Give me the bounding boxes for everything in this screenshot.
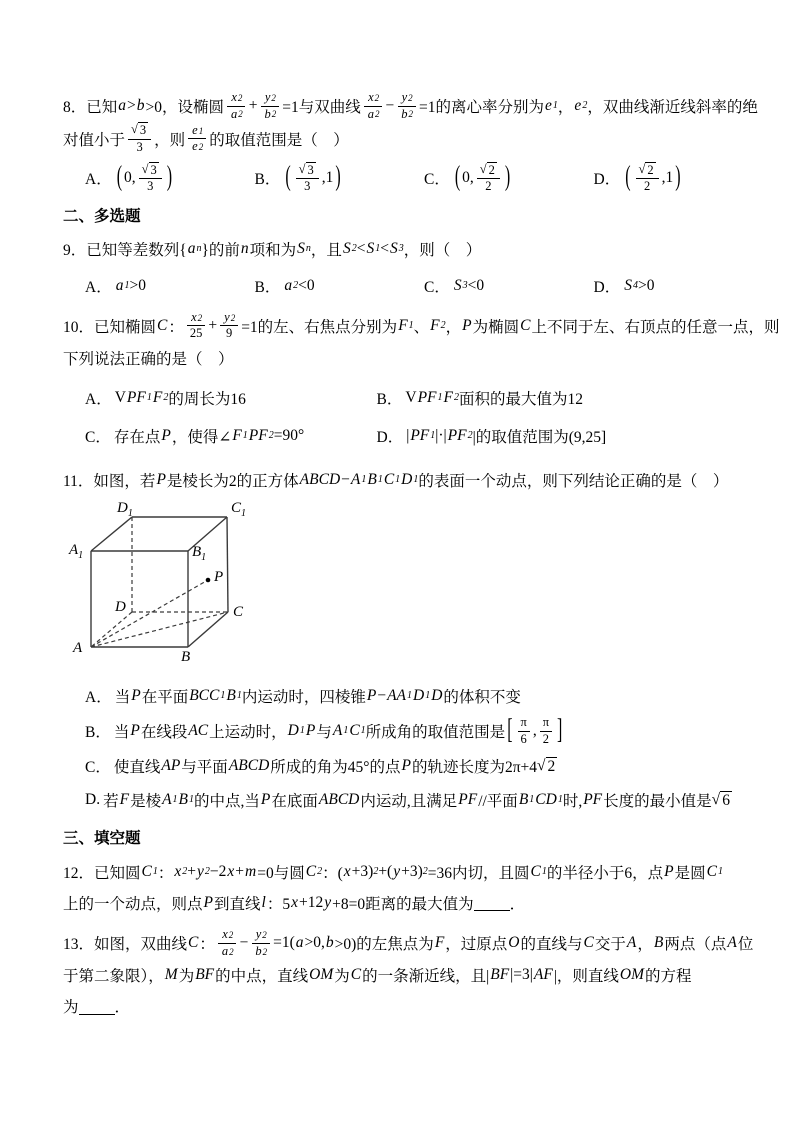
question-13 <box>63 927 754 1021</box>
question-12-line-1: 12．已知圆 C 1 ： x 2 + y 2 −2 x + m =0与圆 C 2 ：( x +3) 2 +( y +3) 2 =36内切，且圆 C 1 的半径小于6，点 P 是圆 C 1 <box>63 862 723 882</box>
content <box>63 90 780 1031</box>
question-11-line-1: 11．如图，若 P 是棱长为2的正方体 ABCD − A 1 B 1 C 1 D 1 的表面一个动点，则下列结论正确的是（ ） <box>63 470 729 490</box>
cube-figure <box>63 499 323 671</box>
radical: √ 2 <box>479 161 495 177</box>
option-label: D． <box>376 429 404 446</box>
fraction: √ 2 2 <box>636 162 659 195</box>
section-heading-fill-in: 三、填空题 <box>63 830 141 848</box>
question-13-line-3: 为 ． <box>63 999 131 1016</box>
question-10-options <box>63 379 741 455</box>
question-9-line-1: 9．已知等差数列{ a n }的前 n 项和为 S n ，且 S 2 < S 1 < S 3 ，则（ ） <box>63 240 482 260</box>
question-13-line-1: 13．如图，双曲线 C ： x 2 a 2 − y 2 b 2 =1( a >0, b >0)的左焦点为 F ，过原点 O 的直线与 C 交于 A ， B 两点（点 A 位 <box>63 927 754 958</box>
option-label: C． <box>85 759 111 777</box>
radical: √ 3 <box>141 161 157 177</box>
fraction: x 2 a 2 <box>227 90 246 122</box>
fraction: x 2 a 2 <box>364 90 383 122</box>
question-8-line-2: 对值小于 √ 3 3 ，则 e 1 e 2 的取值范围是（ ） <box>63 122 349 154</box>
question-9-options <box>63 271 741 301</box>
question-10-line-2: 下列说法正确的是（ ） <box>63 350 234 368</box>
fraction: x 2 25 <box>187 310 206 342</box>
fraction: $\frac{\pi}{2}$ <box>540 715 552 747</box>
cube-label-d: D <box>115 599 126 615</box>
fraction: x 2 a 2 <box>218 927 237 959</box>
radical: √ 3 <box>298 161 314 177</box>
fraction: y 2 b 2 <box>397 90 416 122</box>
radical: √ 2 <box>537 756 556 775</box>
question-11-option-D: D. 若 F 是棱 A 1 B 1 的中点,当 P 在底面 ABCD 内运动,且满足 PF //平面 B 1 CD 1 时, PF 长度的最小值是 √ 6 <box>85 790 730 811</box>
answer-blank <box>79 997 115 1014</box>
option-label: C． <box>424 278 450 296</box>
option-label: B． <box>254 278 281 296</box>
question-9-option-A: A． a 1 >0 <box>85 276 146 296</box>
question-11-options <box>63 679 741 817</box>
question-11-option-B: B． 当 P 在线段 AC 上运动时， D 1 P 与 A 1 C 1 所成角的取值范围是 [ $\frac{\pi}{6}$ , $\frac{\pi}{2}$ ] <box>85 714 563 746</box>
fraction: y 2 b 2 <box>261 90 280 122</box>
question-8-option-D: D． ( √ 2 2 ,1 ) <box>593 161 681 194</box>
question-8-line-1: 8．已知 a > b >0，设椭圆 x 2 a 2 + y 2 b 2 =1与双曲线 x 2 a 2 − y 2 b 2 =1的离心率分别为 e 1 ， e 2 ，双曲线渐近线斜率的绝 <box>63 90 758 121</box>
fraction: √ 3 3 <box>128 122 151 155</box>
question-10-option-D: D． | PF 1 |·| PF 2 |的取值范围为(9,25] <box>376 427 607 446</box>
question-13-line-2: 于第二象限）， M 为 BF 的中点，直线 OM 为 C 的一条渐近线，且| BF |=3| AF |，则直线 OM 的方程 <box>63 966 692 985</box>
question-10 <box>63 309 780 455</box>
answer-blank <box>474 894 510 911</box>
option-label: D． <box>593 278 621 296</box>
option-label: A． <box>85 278 112 296</box>
cube-label-c1: $C_1$ <box>231 500 247 519</box>
fraction: $\frac{\pi}{6}$ <box>518 715 530 747</box>
question-11 <box>63 464 741 817</box>
question-9-option-D: D． S 4 >0 <box>593 276 655 296</box>
cube-label-c: C <box>233 604 244 620</box>
radical: √ 6 <box>711 790 730 809</box>
question-11-option-C: C． 使直线 AP 与平面 ABCD 所成的角为45°的点 P 的轨迹长度为2π+4 √ 2 <box>85 756 556 777</box>
cube-label-b: B <box>181 649 191 665</box>
question-10-option-A: A． V PF 1 F 2 的周长为16 <box>85 389 246 408</box>
option-label: D． <box>593 171 621 189</box>
fraction: y 2 9 <box>220 310 238 342</box>
question-8-options <box>63 162 741 195</box>
fraction: √ 2 2 <box>477 162 500 195</box>
cube-label-a1: $A_1$ <box>69 542 84 561</box>
cube-label-p: P <box>214 569 224 585</box>
cube-label-d1: $D_1$ <box>117 500 133 519</box>
option-label: A． <box>85 171 112 189</box>
point-p-dot <box>206 578 211 583</box>
question-9-option-C: C． S 3 <0 <box>424 276 485 296</box>
radical: √ 2 <box>638 161 654 177</box>
option-label: C． <box>85 429 111 446</box>
question-9-option-B: B． a 2 <0 <box>254 276 315 296</box>
question-10-option-C: C． 存在点 P ，使得∠ F 1 PF 2 =90° <box>85 427 305 446</box>
question-11-option-A: A． 当 P 在平面 BCC 1 B 1 内运动时，四棱锥 P − AA 1 D 1 D 的体积不变 <box>85 687 521 706</box>
question-10-option-B: B． V PF 1 F 2 面积的最大值为12 <box>376 389 583 408</box>
question-8-option-A: A． ( 0, √ 3 3 ) <box>85 161 173 194</box>
radical: √ 3 <box>131 122 147 138</box>
section-heading-multiple-choice: 二、多选题 <box>63 207 141 225</box>
question-12 <box>63 856 741 918</box>
fraction: √ 3 3 <box>296 162 319 195</box>
cube-label-b1: $B_1$ <box>192 544 207 563</box>
option-label: C． <box>424 171 450 189</box>
cube-label-a: A <box>73 640 83 656</box>
cube-figure-lines <box>63 499 323 671</box>
question-8-option-C: C． ( 0, √ 2 2 ) <box>424 161 511 194</box>
fraction: √ 3 3 <box>139 162 162 195</box>
option-label: A． <box>85 391 112 408</box>
option-label: B． <box>85 724 111 742</box>
question-12-line-2: 上的一个动点，则点 P 到直线 l ：5 x +12 y +8=0距离的最大值为 ． <box>63 893 526 913</box>
option-label: D. <box>85 791 101 809</box>
fraction: e 1 e 2 <box>188 123 206 155</box>
question-10-line-1: 10．已知椭圆 C ： x 2 25 + y 2 9 =1的左、右焦点分别为 F 1 、 F 2 ， P 为椭圆 C 上不同于左、右顶点的任意一点，则 <box>63 309 780 341</box>
question-8 <box>63 90 758 195</box>
option-label: A． <box>85 689 112 706</box>
option-label: B． <box>254 171 281 189</box>
option-label: B． <box>376 391 403 408</box>
question-9 <box>63 234 741 301</box>
fraction: y 2 b 2 <box>251 927 270 959</box>
question-8-option-B: B． ( √ 3 3 ,1 ) <box>254 161 341 194</box>
